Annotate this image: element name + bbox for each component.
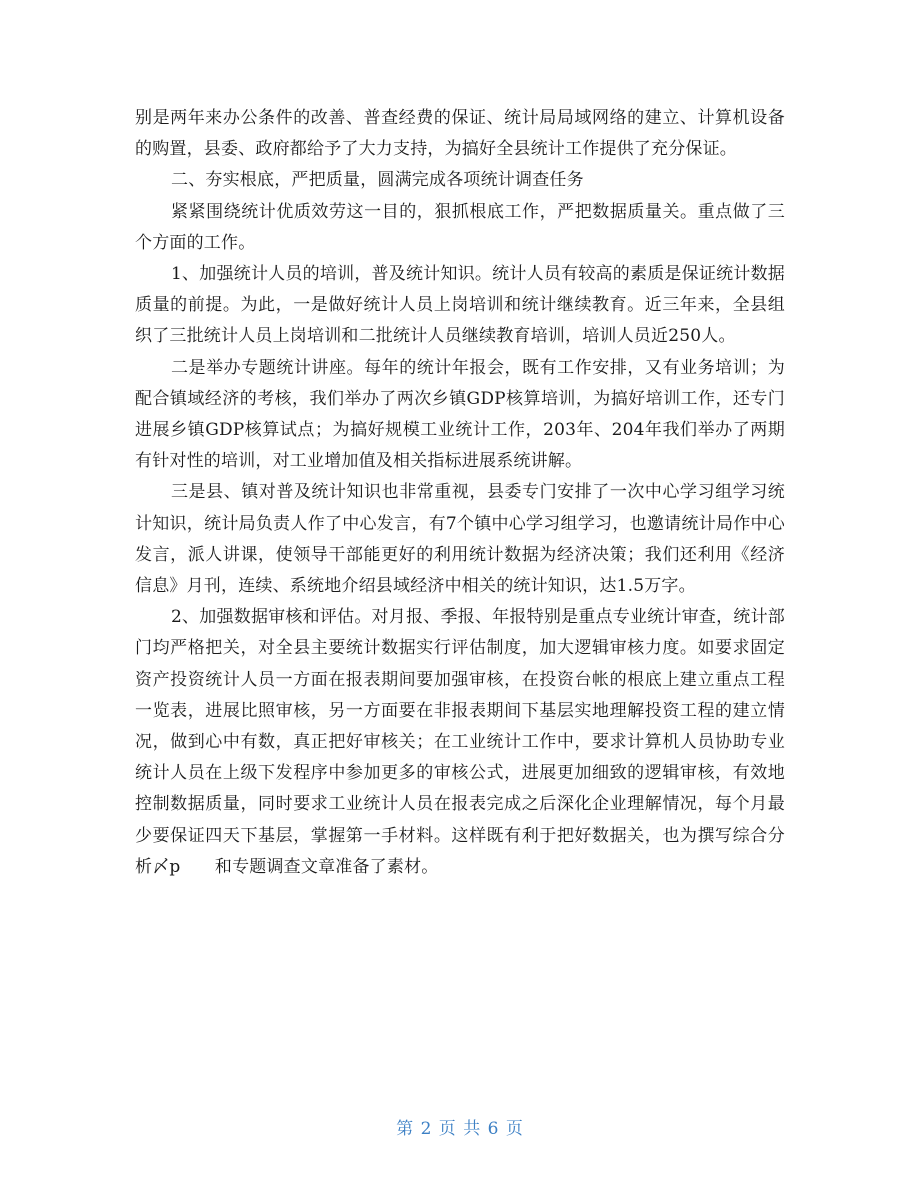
section-heading: 二、夯实根底，严把质量，圆满完成各项统计调查任务 — [171, 170, 584, 191]
paragraph-training: 1、加强统计人员的培训，普及统计知识。统计人员有较高的素质是保证统计数据质量的前提。为此，一是做好统计人员上岗培训和统计继续教育。近三年来，全县组织了三批统计人员上岗培训和二批统计人员继续教育培训，培训人员近250人。 — [135, 264, 785, 347]
paragraph-knowledge: 三是县、镇对普及统计知识也非常重视，县委专门安排了一次中心学习组学习统计知识，统计局负责人作了中心发言，有7个镇中心学习组学习，也邀请统计局作中心发言，派人讲课，使领导干部能更好的利用统计数据为经济决策；我们还利用《经济信息》月刊，连续、系统地介绍县域经济中相关的统计知识，达1.5万字。 — [135, 482, 785, 597]
page-number: 第 2 页 共 6 页 — [396, 1119, 524, 1139]
document-body — [135, 103, 785, 883]
paragraph-review: 2、加强数据审核和评估。对月报、季报、年报特别是重点专业统计审查，统计部门均严格把关，对全县主要统计数据实行评估制度，加大逻辑审核力度。如要求固定资产投资统计人员一方面在报表期间要加强审核，在投资台帐的根底上建立重点工程一览表，进展比照审核，另一方面要在非报表期间下基层实地理解投资工程的建立情况，做到心中有数，真正把好审核关；在工业统计工作中，要求计算机人员协助专业统计人员在上级下发程序中参加更多的审核公式，进展更加细致的逻辑审核，有效地控制数据质量，同时要求工业统计人员在报表完成之后深化企业理解情况，每个月最少要保证四天下基层，掌握第一手材料。这样既有利于把好数据关，也为撰写综合分析〆p 和专题调查文章准备了素材。 — [135, 607, 785, 877]
page-footer — [0, 1114, 920, 1139]
paragraph-intro: 紧紧围绕统计优质效劳这一目的，狠抓根底工作，严把数据质量关。重点做了三个方面的工作。 — [135, 201, 785, 253]
paragraph-continuation: 别是两年来办公条件的改善、普查经费的保证、统计局局域网络的建立、计算机设备的购置，县委、政府都给予了大力支持，为搞好全县统计工作提供了充分保证。 — [135, 108, 785, 160]
paragraph-lectures: 二是举办专题统计讲座。每年的统计年报会，既有工作安排，又有业务培训；为配合镇域经济的考核，我们举办了两次乡镇GDP核算培训，为搞好培训工作，还专门进展乡镇GDP核算试点；为搞好规模工业统计工作，203年、204年我们举办了两期有针对性的培训，对工业增加值及相关指标进展系统讲解。 — [135, 357, 785, 472]
